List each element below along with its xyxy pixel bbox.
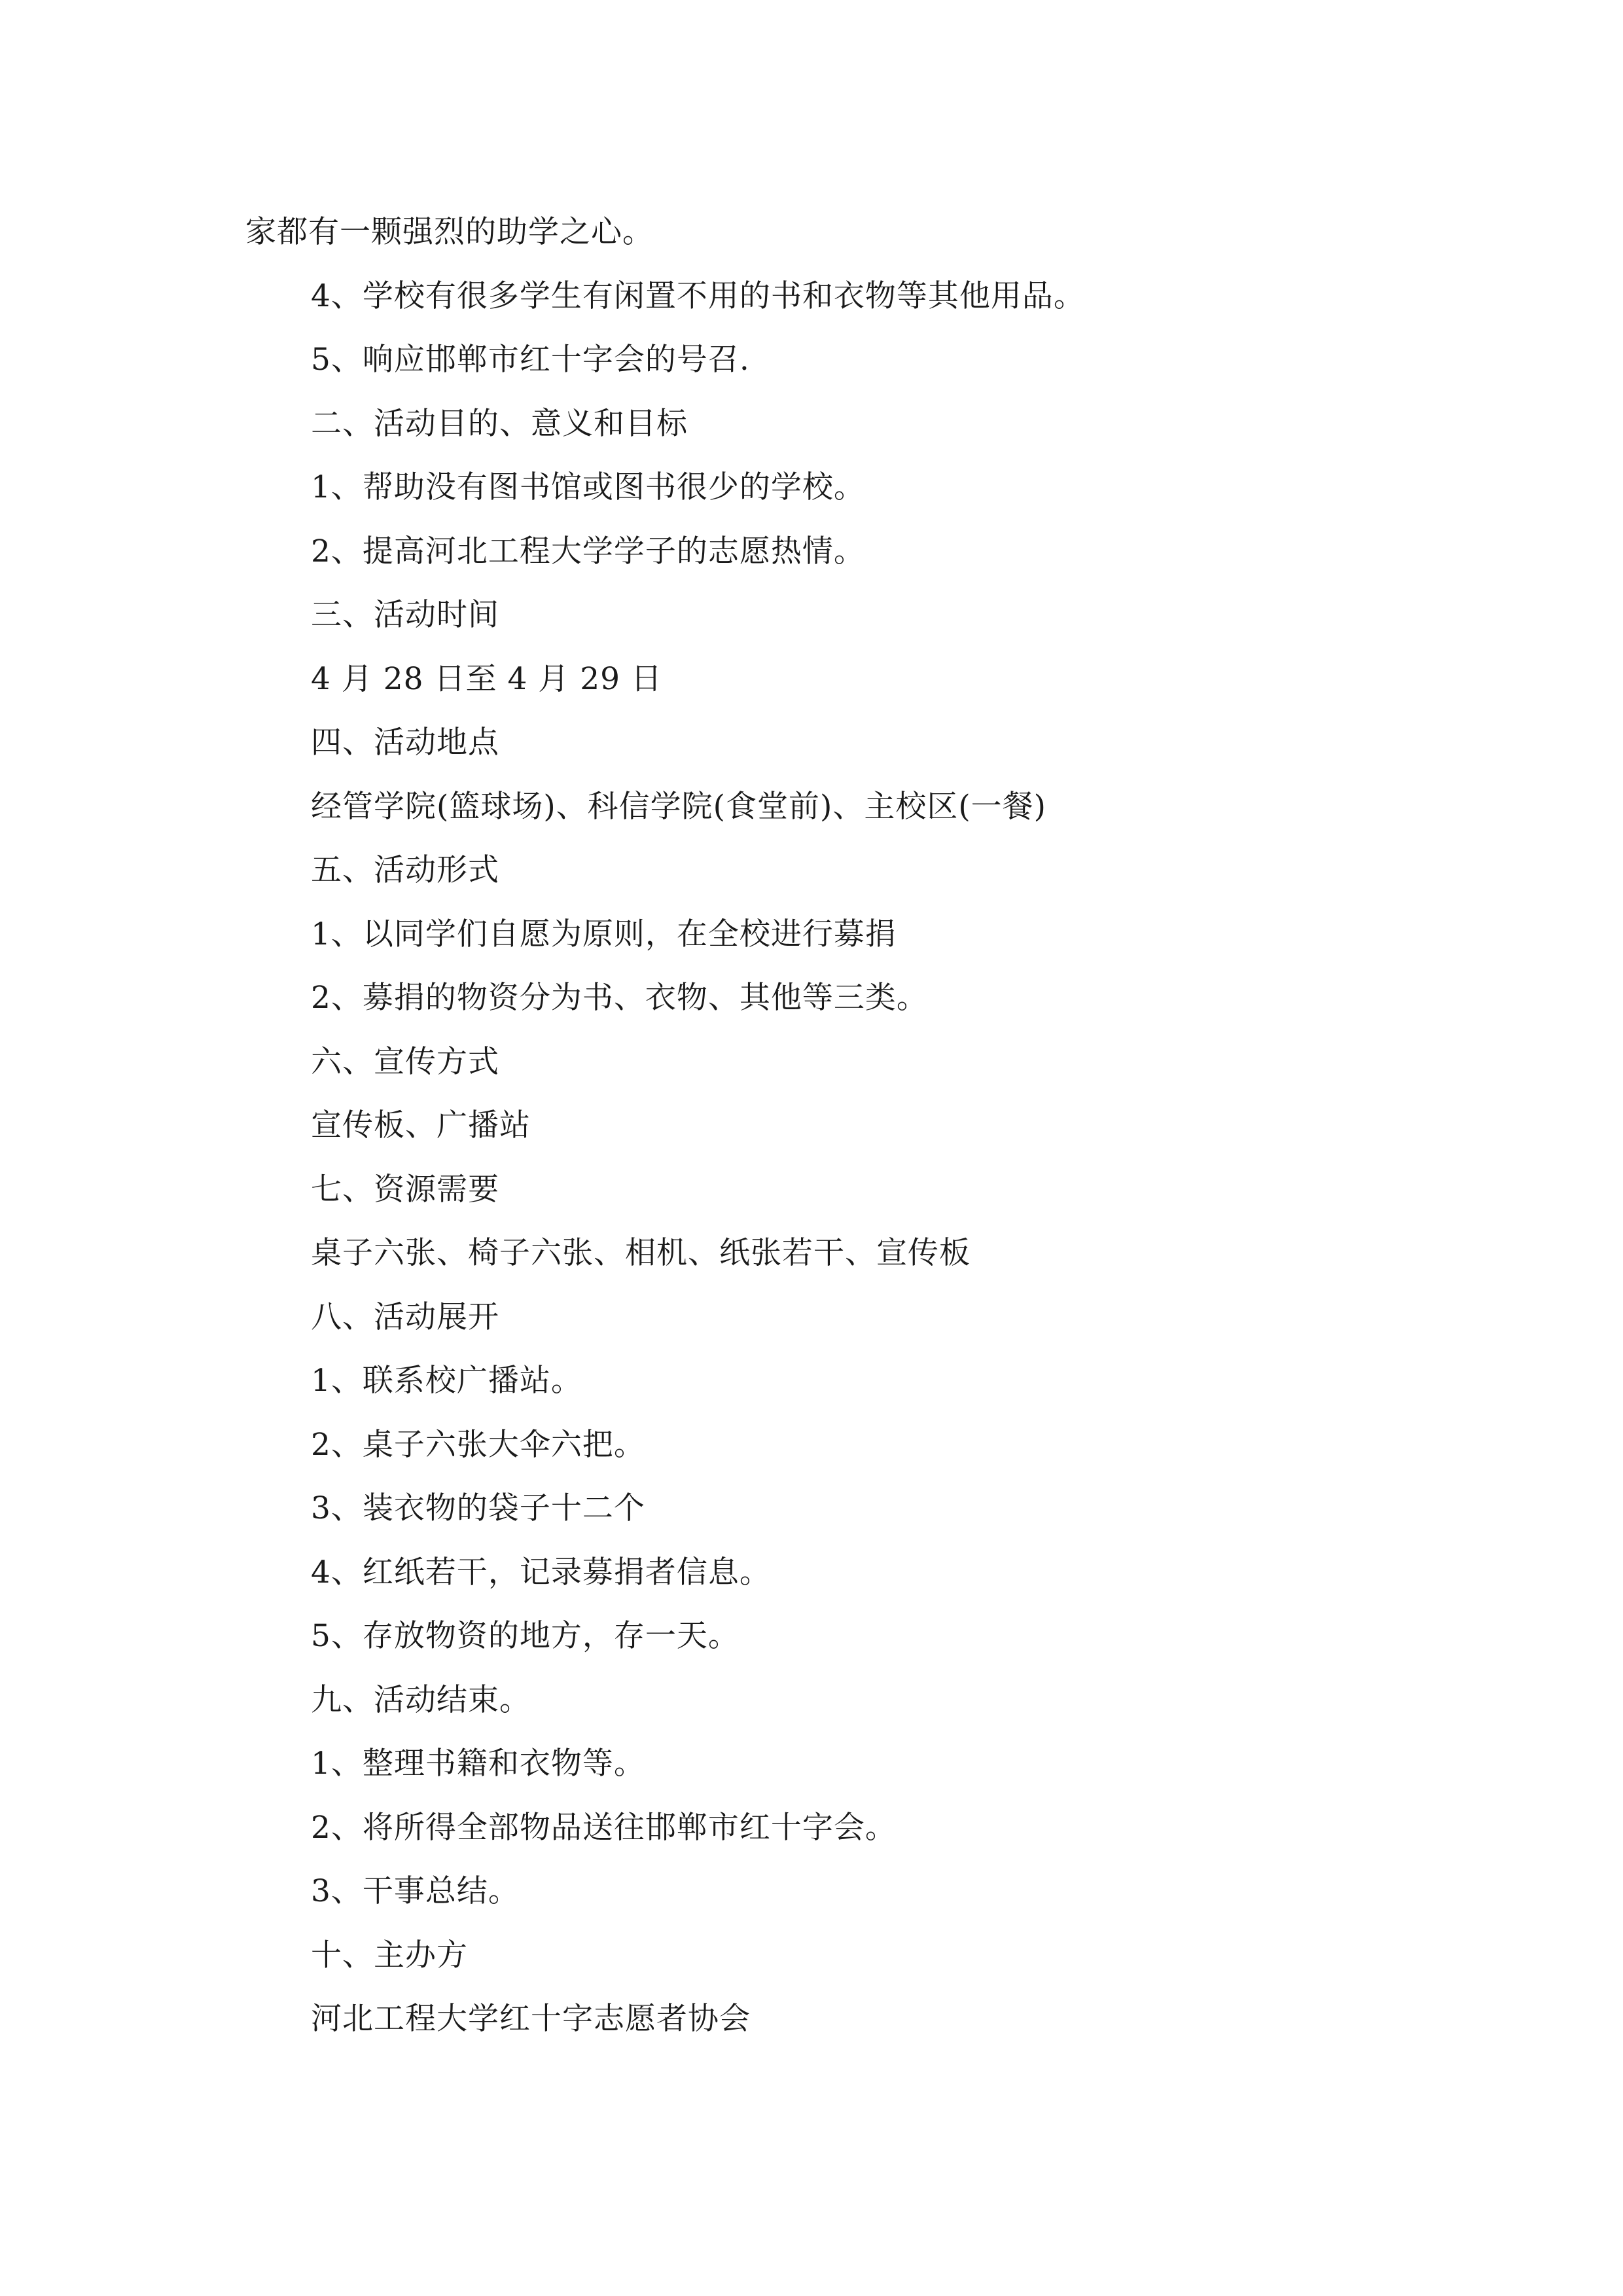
background-item-4: 4、学校有很多学生有闲置不用的书和衣物等其他用品。 xyxy=(311,278,1085,314)
section-heading-organizer: 十、主办方 xyxy=(311,1937,468,1973)
execution-item-4: 4、红纸若干，记录募捐者信息。 xyxy=(311,1554,771,1590)
section-heading-execution: 八、活动展开 xyxy=(311,1299,499,1335)
conclusion-item-3: 3、干事总结。 xyxy=(311,1873,520,1909)
section-heading-purpose: 二、活动目的、意义和目标 xyxy=(311,405,688,442)
background-item-5: 5、响应邯郸市红十字会的号召. xyxy=(311,342,750,378)
section-heading-conclusion: 九、活动结束。 xyxy=(311,1681,531,1718)
section-heading-time: 三、活动时间 xyxy=(311,597,499,633)
format-item-1: 1、以同学们自愿为原则，在全校进行募捐 xyxy=(311,916,897,952)
conclusion-item-1: 1、整理书籍和衣物等。 xyxy=(311,1746,645,1782)
location-text: 经管学院(篮球场)、科信学院(食堂前)、主校区(一餐) xyxy=(311,788,1047,825)
resources-text: 桌子六张、椅子六张、相机、纸张若干、宣传板 xyxy=(311,1235,971,1271)
section-heading-format: 五、活动形式 xyxy=(311,852,499,888)
execution-item-5: 5、存放物资的地方，存一天。 xyxy=(311,1618,740,1654)
document-body xyxy=(245,200,1489,2051)
paragraph-continuation: 家都有一颗强烈的助学之心。 xyxy=(245,214,654,250)
section-heading-resources: 七、资源需要 xyxy=(311,1171,499,1208)
execution-item-1: 1、联系校广播站。 xyxy=(311,1363,582,1399)
conclusion-item-2: 2、将所得全部物品送往邯郸市红十字会。 xyxy=(311,1809,897,1846)
section-heading-publicity: 六、宣传方式 xyxy=(311,1043,499,1080)
purpose-item-1: 1、帮助没有图书馆或图书很少的学校。 xyxy=(311,469,865,505)
organizer-text: 河北工程大学红十字志愿者协会 xyxy=(311,2001,751,2037)
execution-item-2: 2、桌子六张大伞六把。 xyxy=(311,1426,645,1463)
time-text: 4 月 28 日至 4 月 29 日 xyxy=(311,660,662,697)
publicity-text: 宣传板、广播站 xyxy=(311,1107,531,1143)
section-heading-location: 四、活动地点 xyxy=(311,725,499,761)
execution-item-3: 3、装衣物的袋子十二个 xyxy=(311,1490,645,1526)
format-item-2: 2、募捐的物资分为书、衣物、其他等三类。 xyxy=(311,980,928,1016)
purpose-item-2: 2、提高河北工程大学学子的志愿热情。 xyxy=(311,533,865,569)
